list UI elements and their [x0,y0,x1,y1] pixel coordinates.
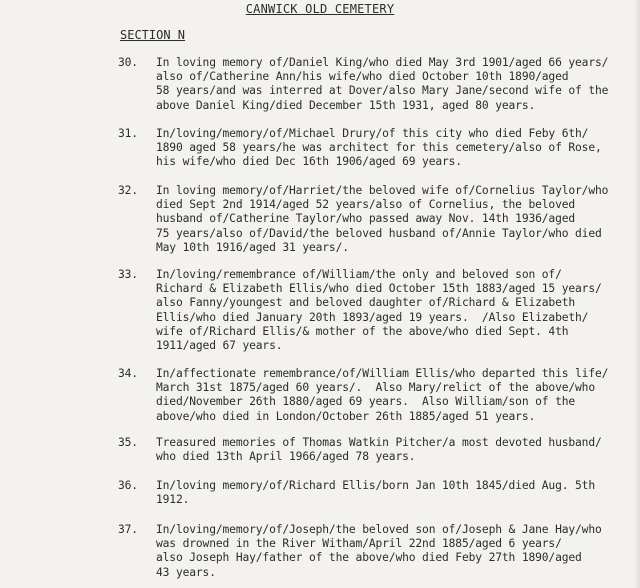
entry-36 [118,479,640,507]
entry-number: 31. [118,127,138,140]
entry-text: In loving memory of/Daniel King/who died May 3rd 1901/aged 66 years/ also of/Catherine Ann/his wife/who died October 10th 1890/aged 58 years/and was interred at Dover/also Mary Jane/second wife of the above Daniel King/died December 15th 1931, aged 80 years. [156,56,609,112]
entry-31 [118,127,640,170]
entry-35 [118,436,640,464]
section-heading: SECTION N [120,28,186,42]
entry-number: 34. [118,367,138,380]
entry-33 [118,268,640,353]
entry-number: 35. [118,436,138,449]
entry-number: 30. [118,56,138,69]
entry-text: In/loving/remembrance of/William/the only and beloved son of/ Richard & Elizabeth Ellis/who died October 15th 1883/aged 15 years/ also Fanny/youngest and beloved daughter of/Richard & Elizabeth Ellis/who died January 20th 1893/aged 19 years. /Also Elizabeth/ wife of/Richard Ellis/& mother of the above/who died Sept. 4th 1911/aged 67 years. [156,268,602,353]
entry-34 [118,367,640,424]
entry-30 [118,56,640,113]
entry-number: 33. [118,268,138,281]
entry-32 [118,184,640,255]
entry-text: In/loving memory/of/Richard Ellis/born Jan 10th 1845/died Aug. 5th 1912. [156,479,595,507]
entry-number: 37. [118,523,138,536]
entry-text: In loving memory/of/Harriet/the beloved wife of/Cornelius Taylor/who died Sept 2nd 1914/aged 52 years/also of Cornelius, the beloved husband of/Catherine Taylor/who passed away Nov. 14th 1936/aged 75 years/also of/David/the beloved husband of/Annie Taylor/who died May 10th 1916/aged 31 years/. [156,184,609,254]
entry-number: 36. [118,479,138,492]
entry-text: In/loving/memory/of/Joseph/the beloved son of/Joseph & Jane Hay/who was drowned in the River Witham/April 22nd 1885/aged 6 years/ also Joseph Hay/father of the above/who died Feby 27th 1890/aged 43 years. [156,523,602,579]
entry-37 [118,523,640,580]
entry-number: 32. [118,184,138,197]
document-title: CANWICK OLD CEMETERY [245,2,395,16]
entry-text: Treasured memories of Thomas Watkin Pitcher/a most devoted husband/ who died 13th April 1966/aged 78 years. [156,436,602,464]
entry-text: In/loving/memory/of/Michael Drury/of this city who died Feby 6th/ 1890 aged 58 years/he was architect for this cemetery/also of Rose, his wife/who died Dec 16th 1906/aged 69 years. [156,127,602,169]
page-edge-shadow [634,0,640,588]
entry-text: In/affectionate remembrance/of/William Ellis/who departed this life/ March 31st 1875/aged 60 years/. Also Mary/relict of the above/who died/November 26th 1880/aged 69 years. Also William/son of the above/who died in London/October 26th 1885/aged 51 years. [156,367,609,423]
